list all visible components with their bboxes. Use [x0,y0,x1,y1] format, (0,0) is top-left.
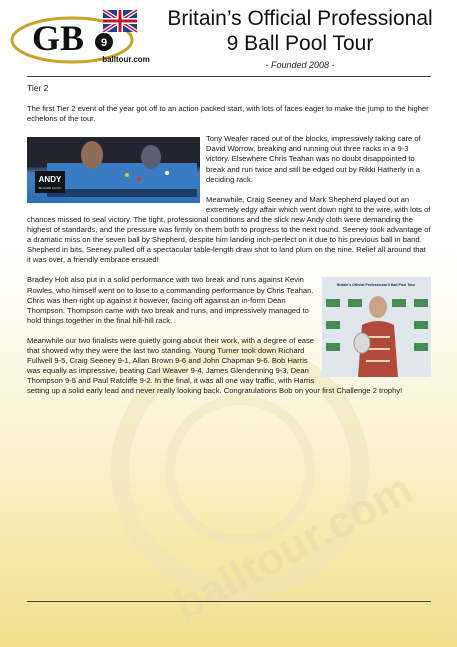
svg-text:balltour.com: balltour.com [166,464,421,631]
logo-letters: GB [31,18,85,58]
section-heading: Tier 2 [27,83,49,93]
article [27,83,431,406]
footer-rule [27,601,431,602]
svg-text:9: 9 [100,37,108,49]
header-rule [27,76,431,77]
svg-text:BILLIARD CLOTH: BILLIARD CLOTH [38,186,62,191]
paragraph-4: Meanwhile our two finalists were quietly going about their work, with a degree of ease that showed why they were the last two standing. Young Turner took down Richard Fullwell 9-5, Craig Seeney 9-1, Allan Brown 9-6 and John Chapman 9-6. Bob Harris was equally as impressive, beating Carl Weaver 9-4, James Glendenning 9-3, Dean Thompson 9-5 and Paul Ratcliffe 9-2. In the final, it was all one way traffic, with Harris setting up a solid early lead and never really looking back. Congratulations Bob on your first Challenge 2 trophy! [27,335,403,396]
paragraph-2: Meanwhile, Craig Seeney and Mark Shepherd played out an extremely edgy affair which went down right to the wire, with lots of chances missed to seal victory. The tight, professional conditions and the slick new Andy cloth were demanding the highest of standards, and the pressure was firmly on them both to progress to the next round. Seeney took advantage of a dramatic miss on the seven ball by Shepherd, despite him landing inch-perfect on it due to his previous ball in band. Shepherd in bits, Seeney pulled off a spectacular table-length draw shot to land plum on the nine. Relief all around that it was over, a friendly embrace ensued! [27,194,431,265]
page-title [150,6,450,56]
paragraph-3: Bradley Holt also put in a solid performance with two break and runs against Kevin Rowles, who himself went on to lose to a commanding performance by Chris Teahan. Chris was then right up against it however, facing off against an in-form Dean Thompson. Thompson came with two break and runs, and impressively managed to hold things together in the final hill-hill rack. [27,275,314,325]
union-flag-icon [103,10,137,32]
gb9-logo [8,6,158,70]
svg-text:balltour.com: balltour.com [102,55,150,64]
winner-photo [322,277,431,377]
intro-paragraph: The first Tier 2 event of the year got off to an action packed start, with lots of faces eager to make the jump to the higher echelons of the tour. [27,104,429,124]
paragraph-1: Tony Weafer raced out of the blocks, impressively taking care of David Worrow, breaking and running out three racks in a 9-3 victory. Elsewhere Chris Teahan was no doubt disappointed to break and run twice and still be edged out by Rikki Hatherly in a deciding rack. [206,134,421,184]
title-line-1: Britain’s Official Professional [167,7,433,30]
page-header [0,0,457,78]
founded-label: - Founded 2008 - [265,60,335,70]
svg-text:ANDY: ANDY [38,175,62,185]
match-photo [27,137,200,203]
title-line-2: 9 Ball Pool Tour [226,32,374,55]
svg-text:Britain's Official Professiona: Britain's Official Professional 9 Ball Pool Tour [336,283,416,288]
